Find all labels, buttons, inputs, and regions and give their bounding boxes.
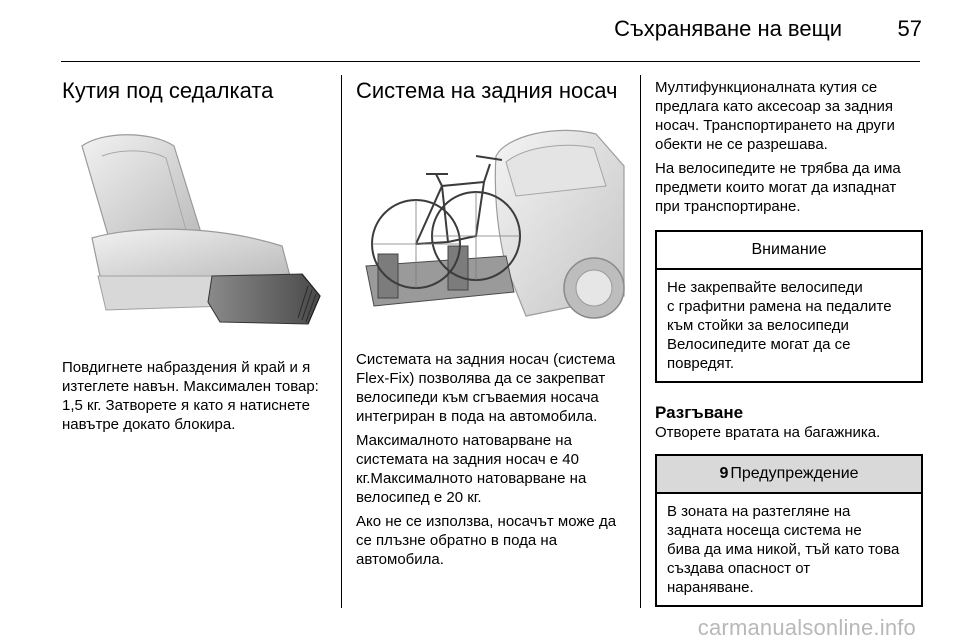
page-number: 57 xyxy=(897,16,922,41)
notice-line: към стойки за велосипеди xyxy=(667,317,849,334)
paragraph: Отворете вратата на багажника. xyxy=(655,424,881,441)
section-heading-seat-drawer: Кутия под седалката xyxy=(62,78,274,103)
paragraph: Системата на задния носач (система Flex-Fix) позволява да се закрепват велосипеди към сгъваемия носача интегриран в пода на автомобила. xyxy=(356,351,616,425)
warning-line: задната носеща система не xyxy=(667,522,862,539)
rear-carrier-bicycle-illustration xyxy=(356,116,628,328)
notice-line: Велосипедите могат да се xyxy=(667,336,851,353)
column-divider-1 xyxy=(341,75,342,608)
paragraph: На велосипедите не трябва да има предмети които могат да изпаднат при транспортиране. xyxy=(655,160,901,215)
section-heading-rear-carrier: Система на задния носач xyxy=(356,78,618,103)
paragraph: Максималното натоварване на системата на задния носач е 40 кг.Максималното натоварване на велосипед е 20 кг. xyxy=(356,432,587,506)
warning-header xyxy=(657,456,921,494)
warning-line: създава опасност от xyxy=(667,560,811,577)
warning-body xyxy=(657,494,921,605)
header-rule xyxy=(61,61,920,62)
watermark: carmanualsonline.info xyxy=(697,615,916,640)
warning-line: нараняване. xyxy=(667,579,754,596)
warning-triangle-icon: 9 xyxy=(719,465,729,482)
column-seat-drawer xyxy=(62,78,328,434)
running-header-title: Съхраняване на вещи xyxy=(614,16,842,41)
paragraph: Повдигнете набраздения й край и я изтеглете навън. Максимален товар: 1,5 кг. Затворете я като я натиснете навътре докато блокира. xyxy=(62,359,319,433)
notice-body xyxy=(657,270,921,381)
column-divider-2 xyxy=(640,75,641,608)
notice-title: Внимание xyxy=(657,232,921,270)
column-carrier-continued xyxy=(655,78,923,607)
notice-line: Не закрепвайте велосипеди xyxy=(667,279,863,296)
column-rear-carrier xyxy=(356,78,628,569)
rear-carrier-text xyxy=(356,350,628,569)
notice-line: повредят. xyxy=(667,355,735,372)
warning-line: бива да има никой, тъй като това xyxy=(667,541,900,558)
subheading-unfolding: Разгъване xyxy=(655,403,744,422)
warning-title: Предупреждение xyxy=(730,465,859,482)
warning-box xyxy=(655,454,923,607)
notice-line: с графитни рамена на педалите xyxy=(667,298,892,315)
seat-drawer-text xyxy=(62,358,328,434)
notice-box xyxy=(655,230,923,383)
paragraph: Мултифункционалната кутия се предлага като аксесоар за задния носач. Транспортирането на други обекти не се разрешава. xyxy=(655,79,895,153)
seat-drawer-illustration xyxy=(62,126,328,336)
warning-line: В зоната на разтегляне на xyxy=(667,503,851,520)
paragraph: Ако не се използва, носачът може да се плъзне обратно в пода на автомобила. xyxy=(356,513,617,568)
